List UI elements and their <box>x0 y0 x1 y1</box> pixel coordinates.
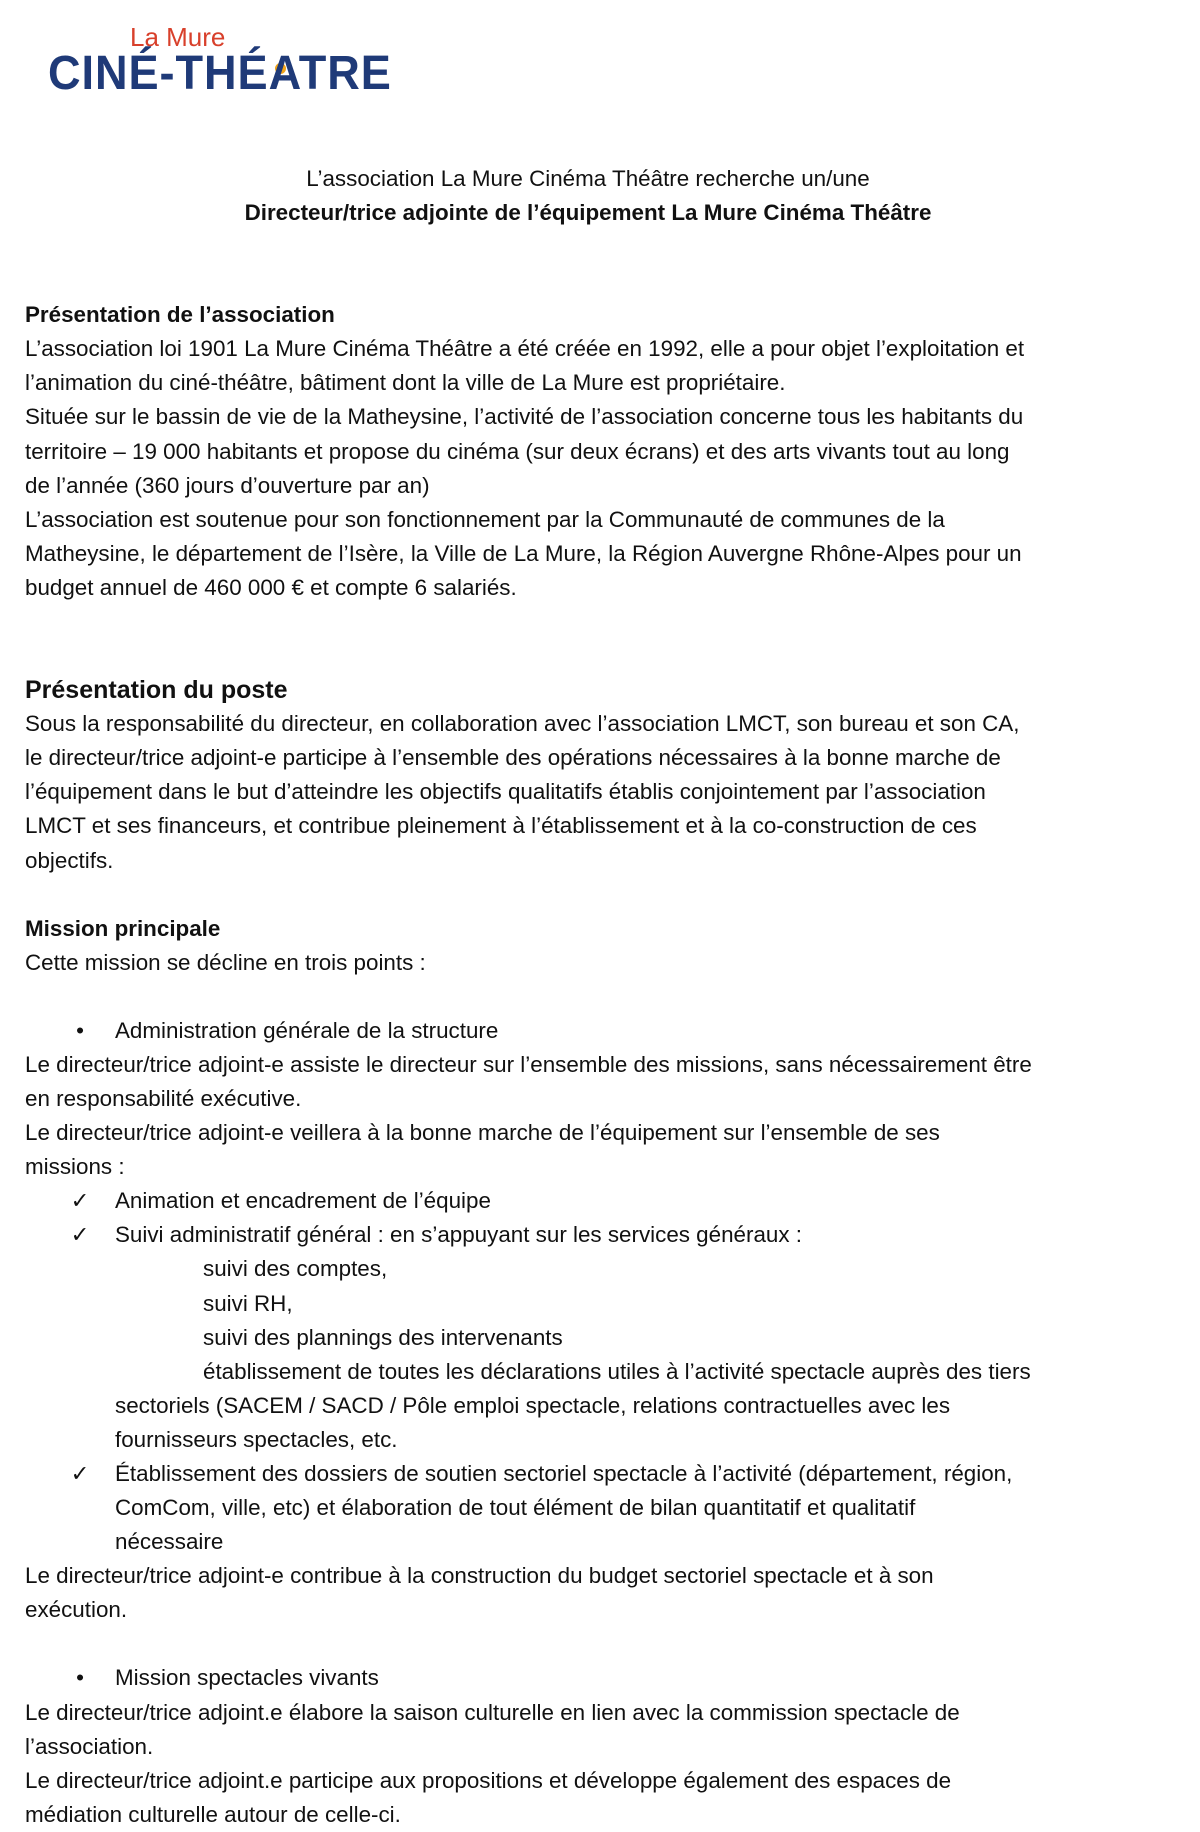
check-continuation: ComCom, ville, etc) et élaboration de tout élément de bilan quantitatif et qualitatif <box>115 1495 916 1521</box>
check-item-animation <box>25 1184 1175 1218</box>
check-label: Établissement des dossiers de soutien sectoriel spectacle à l’activité (département, région, <box>115 1461 1013 1486</box>
text-line: objectifs. <box>25 847 114 873</box>
text-line: L’association loi 1901 La Mure Cinéma Théâtre a été créée en 1992, elle a pour objet l’exploitation et <box>25 336 1025 362</box>
text-line: Le directeur/trice adjoint-e assiste le directeur sur l’ensemble des missions, sans nécessairement être <box>25 1051 1032 1077</box>
bullet-icon: • <box>76 1017 84 1043</box>
sub-item: suivi des comptes, <box>203 1256 388 1282</box>
bullet-item-administration <box>25 1014 1175 1048</box>
text-line: territoire – 19 000 habitants et propose du cinéma (sur deux écrans) et des arts vivants tout au long <box>25 438 1010 464</box>
checkmark-icon: ✓ <box>70 1461 90 1486</box>
checkmark-icon: ✓ <box>70 1222 90 1248</box>
document-body <box>25 162 1175 1832</box>
text-line: Le directeur/trice adjoint-e contribue à la construction du budget sectoriel spectacle et à son <box>25 1563 934 1589</box>
sub-item-continuation: sectoriels (SACEM / SACD / Pôle emploi spectacle, relations contractuelles avec les <box>115 1392 951 1418</box>
text-line: Sous la responsabilité du directeur, en collaboration avec l’association LMCT, son bureau et son CA, <box>25 711 1020 737</box>
bullet-icon: • <box>76 1665 84 1691</box>
spacer <box>25 1627 1175 1661</box>
text-line: exécution. <box>25 1597 128 1623</box>
logo-top-text: La Mure <box>130 22 226 52</box>
text-line: L’association est soutenue pour son fonctionnement par la Communauté de communes de la <box>25 506 945 532</box>
text-line: en responsabilité exécutive. <box>25 1085 302 1111</box>
text-line: Le directeur/trice adjoint.e participe aux propositions et développe également des espaces de <box>25 1767 952 1793</box>
text-line: Située sur le bassin de vie de la Matheysine, l’activité de l’association concerne tous les habitants du <box>25 404 1024 430</box>
text-line: l’association. <box>25 1733 154 1759</box>
text-line: l’animation du ciné-théâtre, bâtiment dont la ville de La Mure est propriétaire. <box>25 370 786 396</box>
spacer <box>25 878 1175 912</box>
header-line-1: L’association La Mure Cinéma Théâtre recherche un/une <box>306 166 870 191</box>
checkmark-icon: ✓ <box>70 1188 90 1214</box>
check-label: Suivi administratif général : en s’appuyant sur les services généraux : <box>115 1222 802 1248</box>
text-line: Cette mission se décline en trois points : <box>25 949 426 975</box>
bullet-label: Administration générale de la structure <box>115 1017 499 1043</box>
check-item-suivi-administratif <box>25 1218 1175 1252</box>
spacer <box>25 605 1175 673</box>
sub-item-continuation: fournisseurs spectacles, etc. <box>115 1426 398 1452</box>
bullet-label: Mission spectacles vivants <box>115 1665 379 1691</box>
logo-main-text: CINÉ-THÉATRE <box>48 47 392 100</box>
section-title-poste: Présentation du poste <box>25 676 288 705</box>
header-job-title: Directeur/trice adjointe de l’équipement La Mure Cinéma Théâtre <box>244 200 932 226</box>
spacer <box>25 980 1175 1014</box>
logo <box>48 22 392 112</box>
check-label: Animation et encadrement de l’équipe <box>115 1188 491 1214</box>
text-line: Le directeur/trice adjoint.e élabore la saison culturelle en lien avec la commission spectacle de <box>25 1699 960 1725</box>
text-line: Matheysine, le département de l’Isère, la Ville de La Mure, la Région Auvergne Rhône-Alpes pour un <box>25 540 1022 566</box>
text-line: Le directeur/trice adjoint-e veillera à la bonne marche de l’équipement sur l’ensemble de ses <box>25 1120 940 1146</box>
text-line: missions : <box>25 1154 125 1180</box>
check-continuation: nécessaire <box>115 1529 224 1555</box>
bullet-item-spectacles <box>25 1661 1175 1695</box>
text-line: budget annuel de 460 000 € et compte 6 salariés. <box>25 574 517 600</box>
section-title-mission: Mission principale <box>25 915 221 941</box>
text-line: l’équipement dans le but d’atteindre les objectifs qualitatifs établis conjointement par l’association <box>25 779 986 805</box>
spacer <box>25 230 1175 298</box>
sub-item: suivi des plannings des intervenants <box>203 1324 563 1350</box>
section-title-association: Présentation de l’association <box>25 302 335 328</box>
check-item-dossiers-soutien <box>25 1457 1175 1491</box>
text-line: médiation culturelle autour de celle-ci. <box>25 1801 401 1827</box>
sub-item: établissement de toutes les déclarations utiles à l’activité spectacle auprès des tiers <box>203 1358 1031 1384</box>
text-line: LMCT et ses financeurs, et contribue pleinement à l’établissement et à la co-construction de ces <box>25 813 977 839</box>
text-line: le directeur/trice adjoint-e participe à l’ensemble des opérations nécessaires à la bonne marche de <box>25 745 1001 771</box>
sub-item: suivi RH, <box>203 1290 293 1316</box>
text-line: de l’année (360 jours d’ouverture par an) <box>25 472 430 498</box>
